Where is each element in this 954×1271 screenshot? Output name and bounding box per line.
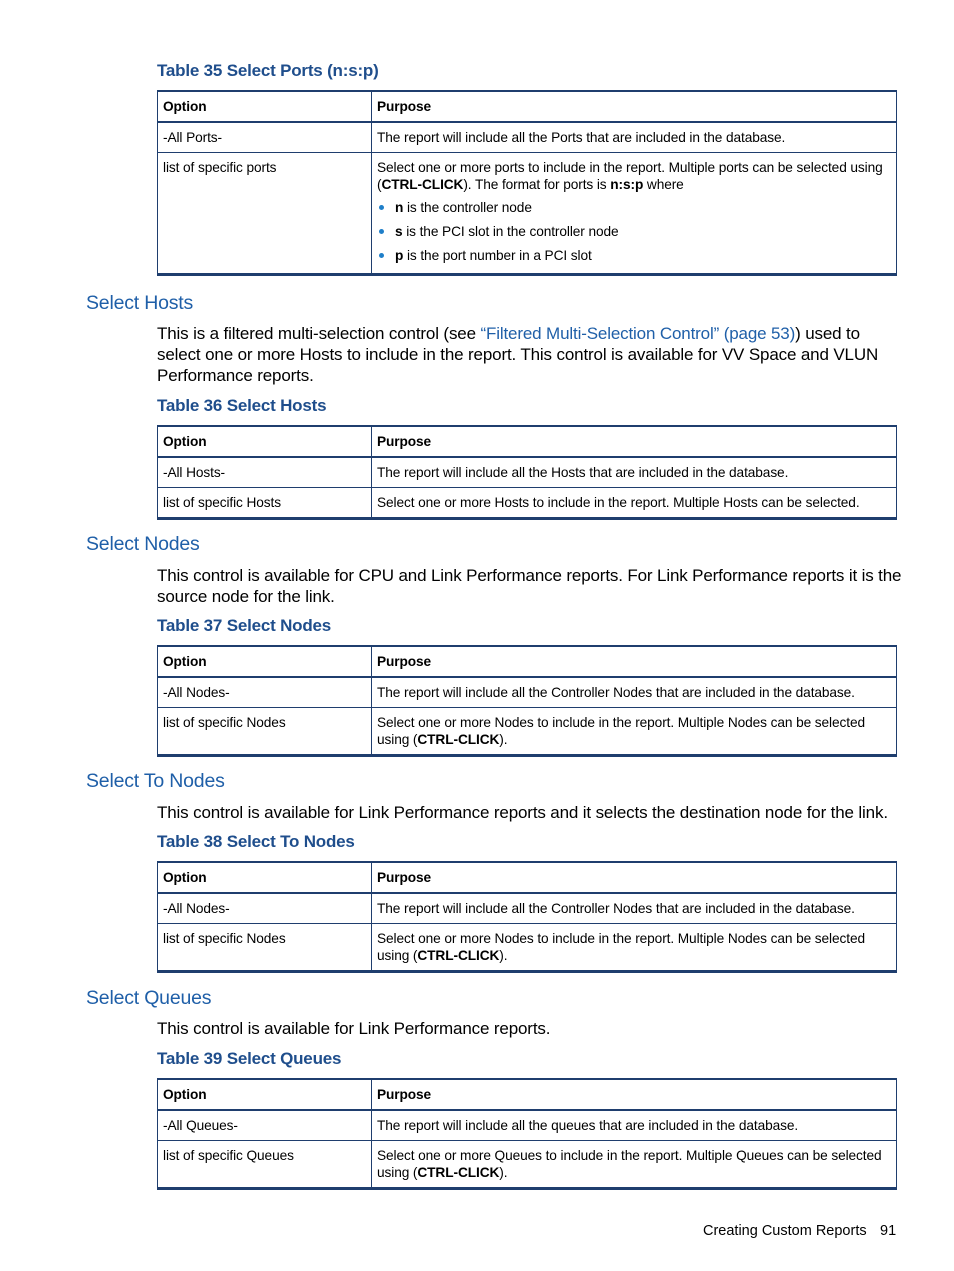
- table-35-caption: Table 35 Select Ports (n:s:p): [157, 61, 379, 80]
- ctrl-click-keyword: CTRL-CLICK: [417, 1165, 500, 1180]
- purpose-cell: The report will include all the Controller Nodes that are included in the database.: [372, 677, 897, 708]
- format-key: n: [395, 200, 404, 215]
- purpose-text: ).: [499, 732, 508, 747]
- option-cell: list of specific ports: [158, 153, 372, 275]
- purpose-cell: The report will include all the queues that are included in the database.: [372, 1110, 897, 1141]
- option-cell: list of specific Queues: [158, 1141, 372, 1189]
- format-key: s: [395, 224, 403, 239]
- cross-reference-link[interactable]: “Filtered Multi-Selection Control” (page 53): [480, 324, 796, 343]
- section-heading-select-to-nodes: Select To Nodes: [86, 770, 225, 792]
- table-row: [158, 1141, 897, 1189]
- section-paragraph: [157, 323, 902, 386]
- col-header-purpose: Purpose: [372, 1079, 897, 1110]
- purpose-cell: [372, 1141, 897, 1189]
- table-row: [158, 708, 897, 756]
- table-row: [158, 893, 897, 924]
- paragraph-text: This is a filtered multi-selection control (see: [157, 324, 481, 343]
- option-cell: list of specific Hosts: [158, 488, 372, 519]
- list-item: [395, 247, 891, 264]
- option-cell: -All Nodes-: [158, 677, 372, 708]
- port-format-keyword: n:s:p: [610, 177, 644, 192]
- col-header-option: Option: [158, 91, 372, 122]
- option-cell: list of specific Nodes: [158, 708, 372, 756]
- purpose-text: Select one or more Queues to include in the report. Multiple Queues can be selected using (: [377, 1148, 882, 1180]
- format-key: p: [395, 248, 404, 263]
- table-row: [158, 153, 897, 275]
- purpose-cell: [372, 924, 897, 972]
- table-39-caption: Table 39 Select Queues: [157, 1049, 342, 1068]
- purpose-text: Select one or more Nodes to include in the report. Multiple Nodes can be selected using (: [377, 931, 865, 963]
- paragraph-text: ) used to select one or more Hosts to include in the report. This control is available for VV Space and VLUN Performance reports.: [157, 324, 879, 385]
- purpose-cell: The report will include all the Ports that are included in the database.: [372, 122, 897, 153]
- purpose-text: where: [643, 177, 684, 192]
- option-cell: list of specific Nodes: [158, 924, 372, 972]
- table-select-queues: [157, 1078, 897, 1190]
- section-paragraph: This control is available for Link Performance reports and it selects the destination node for the link.: [157, 803, 888, 822]
- format-desc: is the port number in a PCI slot: [403, 248, 592, 263]
- section-paragraph: This control is available for Link Performance reports.: [157, 1019, 551, 1038]
- purpose-cell: [372, 153, 897, 275]
- col-header-purpose: Purpose: [372, 91, 897, 122]
- purpose-cell: The report will include all the Hosts that are included in the database.: [372, 457, 897, 488]
- option-cell: -All Hosts-: [158, 457, 372, 488]
- format-bullet-list: [377, 199, 891, 264]
- ctrl-click-keyword: CTRL-CLICK: [381, 177, 464, 192]
- purpose-text: ).: [499, 948, 508, 963]
- footer-section-title: Creating Custom Reports: [703, 1223, 867, 1239]
- table-row: [158, 1110, 897, 1141]
- col-header-option: Option: [158, 646, 372, 677]
- col-header-option: Option: [158, 1079, 372, 1110]
- purpose-text: ).: [499, 1165, 508, 1180]
- table-select-ports: [157, 90, 897, 276]
- table-row: [158, 488, 897, 519]
- section-paragraph: This control is available for CPU and Link Performance reports. For Link Performance reports it is the source node for the link.: [157, 566, 902, 606]
- col-header-option: Option: [158, 862, 372, 893]
- table-select-to-nodes: [157, 861, 897, 973]
- table-select-hosts: [157, 425, 897, 520]
- list-item: [395, 223, 891, 240]
- purpose-cell: The report will include all the Controller Nodes that are included in the database.: [372, 893, 897, 924]
- section-heading-select-hosts: Select Hosts: [86, 292, 194, 314]
- table-row: [158, 122, 897, 153]
- purpose-text: ). The format for ports is: [463, 177, 611, 192]
- table-38-caption: Table 38 Select To Nodes: [157, 832, 355, 851]
- col-header-purpose: Purpose: [372, 862, 897, 893]
- table-select-nodes: [157, 645, 897, 757]
- table-37-caption: Table 37 Select Nodes: [157, 616, 332, 635]
- option-cell: -All Ports-: [158, 122, 372, 153]
- purpose-text: Select one or more ports to include in the report. Multiple ports can be selected using (: [377, 160, 883, 192]
- ctrl-click-keyword: CTRL-CLICK: [417, 948, 500, 963]
- format-desc: is the PCI slot in the controller node: [402, 224, 619, 239]
- table-row: [158, 677, 897, 708]
- col-header-purpose: Purpose: [372, 646, 897, 677]
- table-row: [158, 924, 897, 972]
- table-row: [158, 457, 897, 488]
- list-item: [395, 199, 891, 216]
- section-heading-select-queues: Select Queues: [86, 987, 212, 1009]
- purpose-cell: [372, 708, 897, 756]
- table-36-caption: Table 36 Select Hosts: [157, 396, 327, 415]
- purpose-text: Select one or more Nodes to include in the report. Multiple Nodes can be selected using (: [377, 715, 865, 747]
- col-header-purpose: Purpose: [372, 426, 897, 457]
- section-heading-select-nodes: Select Nodes: [86, 533, 200, 555]
- page-number: 91: [880, 1223, 897, 1239]
- option-cell: -All Queues-: [158, 1110, 372, 1141]
- ctrl-click-keyword: CTRL-CLICK: [417, 732, 500, 747]
- option-cell: -All Nodes-: [158, 893, 372, 924]
- purpose-cell: Select one or more Hosts to include in the report. Multiple Hosts can be selected.: [372, 488, 897, 519]
- col-header-option: Option: [158, 426, 372, 457]
- format-desc: is the controller node: [403, 200, 532, 215]
